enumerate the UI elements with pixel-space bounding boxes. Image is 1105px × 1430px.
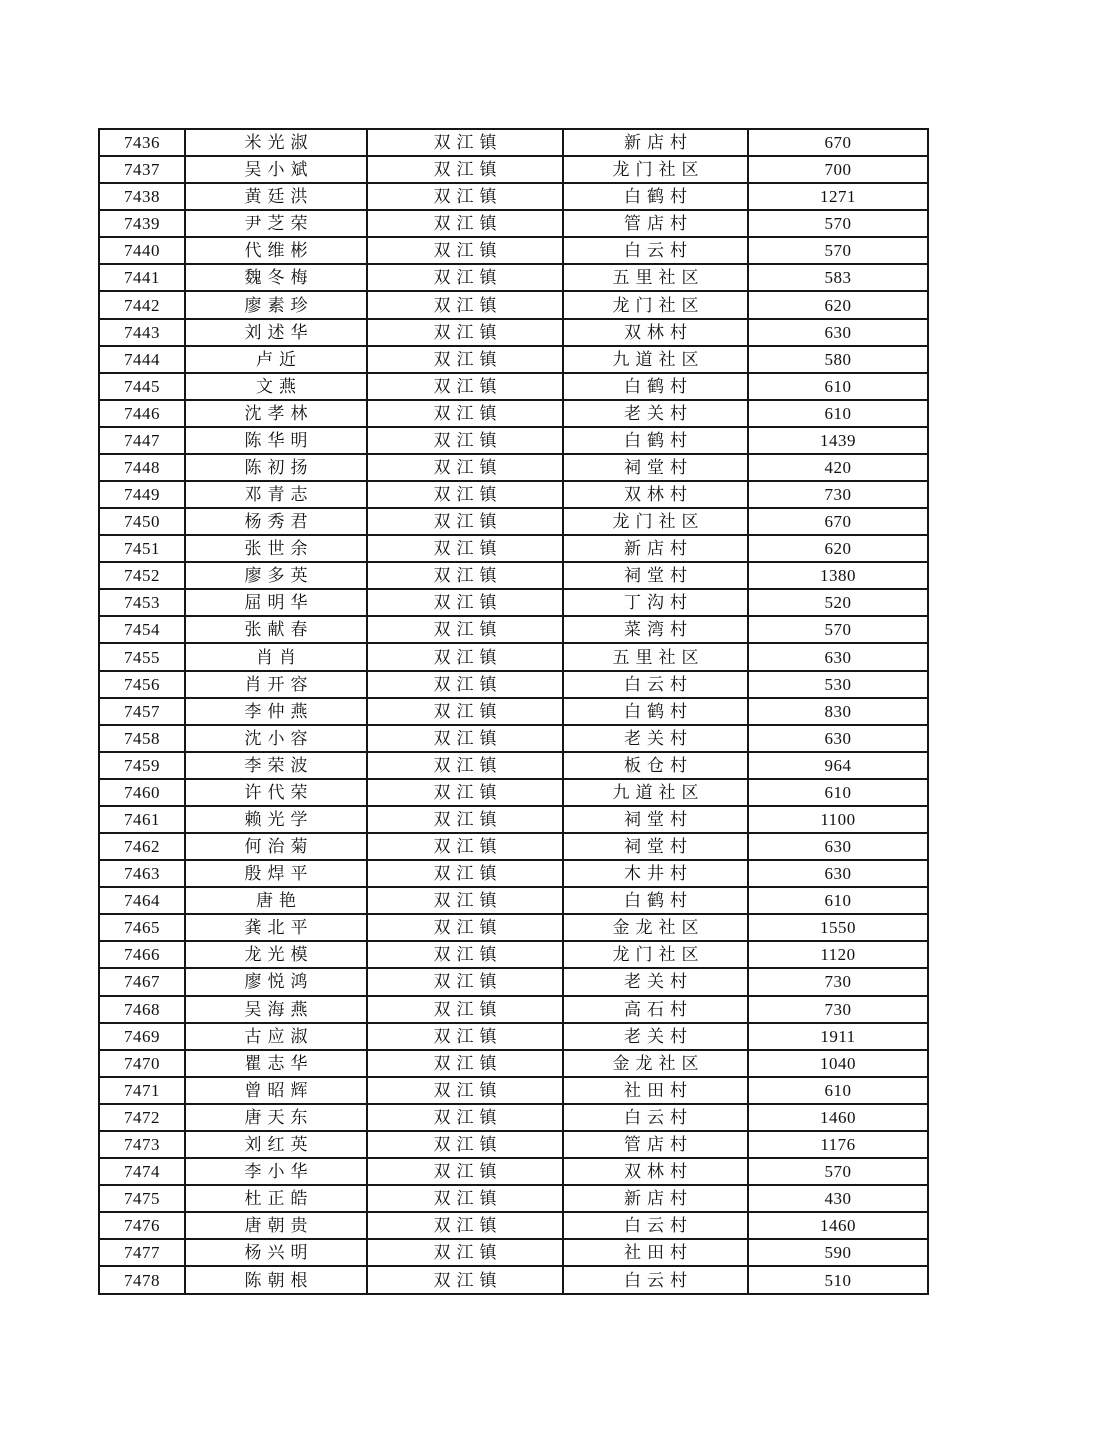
cell-village: 社田村 xyxy=(563,1239,748,1266)
cell-village: 祠堂村 xyxy=(563,454,748,481)
cell-village: 木井村 xyxy=(563,860,748,887)
cell-id: 7445 xyxy=(99,373,185,400)
cell-name: 杜正皓 xyxy=(185,1185,367,1212)
table-row xyxy=(99,400,928,427)
cell-name: 许代荣 xyxy=(185,779,367,806)
cell-town: 双江镇 xyxy=(367,1158,563,1185)
cell-town: 双江镇 xyxy=(367,698,563,725)
cell-town: 双江镇 xyxy=(367,1023,563,1050)
cell-village: 祠堂村 xyxy=(563,833,748,860)
cell-name: 杨兴明 xyxy=(185,1239,367,1266)
cell-amount: 1439 xyxy=(748,427,928,454)
cell-village: 丁沟村 xyxy=(563,589,748,616)
cell-amount: 1040 xyxy=(748,1050,928,1077)
cell-village: 高石村 xyxy=(563,996,748,1023)
cell-town: 双江镇 xyxy=(367,508,563,535)
cell-name: 魏冬梅 xyxy=(185,264,367,291)
cell-village: 白鹤村 xyxy=(563,698,748,725)
cell-id: 7478 xyxy=(99,1266,185,1294)
cell-id: 7451 xyxy=(99,535,185,562)
cell-id: 7462 xyxy=(99,833,185,860)
cell-amount: 700 xyxy=(748,156,928,183)
cell-id: 7461 xyxy=(99,806,185,833)
cell-id: 7441 xyxy=(99,264,185,291)
table-row xyxy=(99,1077,928,1104)
cell-name: 刘红英 xyxy=(185,1131,367,1158)
table-row xyxy=(99,1185,928,1212)
cell-village: 白鹤村 xyxy=(563,427,748,454)
cell-town: 双江镇 xyxy=(367,1239,563,1266)
cell-village: 双林村 xyxy=(563,481,748,508)
cell-amount: 590 xyxy=(748,1239,928,1266)
table-row xyxy=(99,156,928,183)
cell-town: 双江镇 xyxy=(367,562,563,589)
table-row xyxy=(99,129,928,156)
roster-table xyxy=(98,128,929,1295)
cell-name: 李仲燕 xyxy=(185,698,367,725)
table-row xyxy=(99,264,928,291)
cell-amount: 1911 xyxy=(748,1023,928,1050)
cell-town: 双江镇 xyxy=(367,671,563,698)
cell-name: 刘述华 xyxy=(185,319,367,346)
cell-town: 双江镇 xyxy=(367,725,563,752)
cell-town: 双江镇 xyxy=(367,319,563,346)
table-row xyxy=(99,941,928,968)
cell-id: 7471 xyxy=(99,1077,185,1104)
cell-town: 双江镇 xyxy=(367,1131,563,1158)
cell-name: 尹芝荣 xyxy=(185,210,367,237)
cell-amount: 1460 xyxy=(748,1212,928,1239)
table-row xyxy=(99,671,928,698)
cell-village: 金龙社区 xyxy=(563,914,748,941)
table-row xyxy=(99,698,928,725)
table-row xyxy=(99,589,928,616)
cell-village: 新店村 xyxy=(563,535,748,562)
cell-town: 双江镇 xyxy=(367,887,563,914)
table-row xyxy=(99,319,928,346)
cell-amount: 620 xyxy=(748,535,928,562)
cell-id: 7469 xyxy=(99,1023,185,1050)
cell-name: 邓青志 xyxy=(185,481,367,508)
cell-id: 7470 xyxy=(99,1050,185,1077)
cell-amount: 610 xyxy=(748,400,928,427)
cell-town: 双江镇 xyxy=(367,210,563,237)
cell-name: 吴小斌 xyxy=(185,156,367,183)
cell-village: 新店村 xyxy=(563,1185,748,1212)
cell-amount: 964 xyxy=(748,752,928,779)
cell-id: 7454 xyxy=(99,616,185,643)
table-row xyxy=(99,779,928,806)
cell-id: 7436 xyxy=(99,129,185,156)
cell-name: 代维彬 xyxy=(185,237,367,264)
cell-village: 菜湾村 xyxy=(563,616,748,643)
cell-town: 双江镇 xyxy=(367,427,563,454)
cell-id: 7448 xyxy=(99,454,185,481)
cell-village: 白云村 xyxy=(563,1212,748,1239)
cell-name: 黄廷洪 xyxy=(185,183,367,210)
cell-town: 双江镇 xyxy=(367,1266,563,1294)
cell-town: 双江镇 xyxy=(367,481,563,508)
cell-id: 7437 xyxy=(99,156,185,183)
cell-village: 金龙社区 xyxy=(563,1050,748,1077)
cell-town: 双江镇 xyxy=(367,1104,563,1131)
cell-village: 老关村 xyxy=(563,400,748,427)
cell-id: 7457 xyxy=(99,698,185,725)
table-row xyxy=(99,1158,928,1185)
cell-id: 7465 xyxy=(99,914,185,941)
table-row xyxy=(99,643,928,670)
cell-amount: 730 xyxy=(748,481,928,508)
cell-amount: 630 xyxy=(748,643,928,670)
cell-id: 7442 xyxy=(99,291,185,318)
cell-village: 新店村 xyxy=(563,129,748,156)
cell-town: 双江镇 xyxy=(367,237,563,264)
cell-id: 7477 xyxy=(99,1239,185,1266)
cell-name: 李小华 xyxy=(185,1158,367,1185)
table-row xyxy=(99,427,928,454)
cell-id: 7474 xyxy=(99,1158,185,1185)
cell-town: 双江镇 xyxy=(367,373,563,400)
cell-town: 双江镇 xyxy=(367,156,563,183)
cell-town: 双江镇 xyxy=(367,941,563,968)
cell-id: 7439 xyxy=(99,210,185,237)
cell-town: 双江镇 xyxy=(367,1185,563,1212)
cell-village: 白云村 xyxy=(563,671,748,698)
cell-name: 文燕 xyxy=(185,373,367,400)
table-row xyxy=(99,346,928,373)
cell-id: 7467 xyxy=(99,968,185,995)
table-row xyxy=(99,183,928,210)
cell-name: 曾昭辉 xyxy=(185,1077,367,1104)
cell-amount: 610 xyxy=(748,373,928,400)
cell-amount: 1460 xyxy=(748,1104,928,1131)
cell-amount: 610 xyxy=(748,1077,928,1104)
cell-name: 赖光学 xyxy=(185,806,367,833)
cell-id: 7453 xyxy=(99,589,185,616)
table-row xyxy=(99,1239,928,1266)
cell-name: 张世余 xyxy=(185,535,367,562)
cell-village: 白鹤村 xyxy=(563,373,748,400)
cell-amount: 430 xyxy=(748,1185,928,1212)
cell-amount: 620 xyxy=(748,291,928,318)
table-row xyxy=(99,833,928,860)
cell-amount: 610 xyxy=(748,779,928,806)
cell-name: 廖素珍 xyxy=(185,291,367,318)
cell-village: 白云村 xyxy=(563,1104,748,1131)
table-row xyxy=(99,210,928,237)
cell-id: 7476 xyxy=(99,1212,185,1239)
cell-town: 双江镇 xyxy=(367,183,563,210)
cell-id: 7450 xyxy=(99,508,185,535)
cell-name: 陈朝根 xyxy=(185,1266,367,1294)
cell-amount: 420 xyxy=(748,454,928,481)
cell-village: 五里社区 xyxy=(563,643,748,670)
table-row xyxy=(99,914,928,941)
cell-village: 祠堂村 xyxy=(563,806,748,833)
cell-name: 何治菊 xyxy=(185,833,367,860)
cell-village: 管店村 xyxy=(563,1131,748,1158)
cell-id: 7440 xyxy=(99,237,185,264)
cell-amount: 730 xyxy=(748,968,928,995)
cell-name: 廖多英 xyxy=(185,562,367,589)
table-row xyxy=(99,291,928,318)
cell-village: 白云村 xyxy=(563,237,748,264)
table-row xyxy=(99,1023,928,1050)
cell-village: 白鹤村 xyxy=(563,183,748,210)
table-row xyxy=(99,535,928,562)
cell-village: 老关村 xyxy=(563,968,748,995)
cell-village: 社田村 xyxy=(563,1077,748,1104)
cell-town: 双江镇 xyxy=(367,833,563,860)
cell-town: 双江镇 xyxy=(367,1212,563,1239)
cell-id: 7475 xyxy=(99,1185,185,1212)
table-row xyxy=(99,373,928,400)
cell-amount: 1550 xyxy=(748,914,928,941)
cell-village: 白鹤村 xyxy=(563,887,748,914)
table-row xyxy=(99,508,928,535)
table-row xyxy=(99,1104,928,1131)
cell-town: 双江镇 xyxy=(367,779,563,806)
cell-name: 沈孝林 xyxy=(185,400,367,427)
table-row xyxy=(99,616,928,643)
table-row xyxy=(99,237,928,264)
cell-name: 米光淑 xyxy=(185,129,367,156)
table-row xyxy=(99,562,928,589)
table-row xyxy=(99,860,928,887)
cell-id: 7452 xyxy=(99,562,185,589)
cell-name: 唐艳 xyxy=(185,887,367,914)
table-row xyxy=(99,1266,928,1294)
cell-amount: 630 xyxy=(748,319,928,346)
cell-village: 九道社区 xyxy=(563,779,748,806)
cell-name: 卢近 xyxy=(185,346,367,373)
cell-id: 7438 xyxy=(99,183,185,210)
table-row xyxy=(99,968,928,995)
cell-name: 张献春 xyxy=(185,616,367,643)
cell-amount: 580 xyxy=(748,346,928,373)
table-row xyxy=(99,454,928,481)
cell-id: 7472 xyxy=(99,1104,185,1131)
table-row xyxy=(99,1212,928,1239)
cell-name: 杨秀君 xyxy=(185,508,367,535)
cell-village: 龙门社区 xyxy=(563,508,748,535)
cell-town: 双江镇 xyxy=(367,914,563,941)
table-row xyxy=(99,806,928,833)
cell-amount: 830 xyxy=(748,698,928,725)
cell-village: 龙门社区 xyxy=(563,941,748,968)
cell-town: 双江镇 xyxy=(367,264,563,291)
cell-name: 肖开容 xyxy=(185,671,367,698)
cell-town: 双江镇 xyxy=(367,1050,563,1077)
cell-amount: 570 xyxy=(748,616,928,643)
cell-name: 瞿志华 xyxy=(185,1050,367,1077)
cell-amount: 1176 xyxy=(748,1131,928,1158)
cell-town: 双江镇 xyxy=(367,589,563,616)
cell-village: 老关村 xyxy=(563,725,748,752)
cell-village: 龙门社区 xyxy=(563,291,748,318)
cell-amount: 570 xyxy=(748,1158,928,1185)
cell-amount: 1271 xyxy=(748,183,928,210)
cell-id: 7464 xyxy=(99,887,185,914)
cell-id: 7455 xyxy=(99,643,185,670)
cell-id: 7473 xyxy=(99,1131,185,1158)
cell-amount: 630 xyxy=(748,860,928,887)
table-row xyxy=(99,887,928,914)
cell-village: 双林村 xyxy=(563,319,748,346)
cell-village: 祠堂村 xyxy=(563,562,748,589)
cell-town: 双江镇 xyxy=(367,291,563,318)
cell-town: 双江镇 xyxy=(367,752,563,779)
table-row xyxy=(99,725,928,752)
cell-town: 双江镇 xyxy=(367,860,563,887)
cell-amount: 570 xyxy=(748,210,928,237)
cell-town: 双江镇 xyxy=(367,996,563,1023)
cell-name: 龚北平 xyxy=(185,914,367,941)
cell-name: 殷焊平 xyxy=(185,860,367,887)
cell-amount: 530 xyxy=(748,671,928,698)
cell-town: 双江镇 xyxy=(367,806,563,833)
cell-town: 双江镇 xyxy=(367,1077,563,1104)
cell-village: 双林村 xyxy=(563,1158,748,1185)
cell-name: 沈小容 xyxy=(185,725,367,752)
table-row xyxy=(99,481,928,508)
cell-name: 肖肖 xyxy=(185,643,367,670)
cell-id: 7447 xyxy=(99,427,185,454)
cell-amount: 730 xyxy=(748,996,928,1023)
cell-village: 板仓村 xyxy=(563,752,748,779)
cell-amount: 630 xyxy=(748,725,928,752)
cell-id: 7460 xyxy=(99,779,185,806)
cell-town: 双江镇 xyxy=(367,346,563,373)
cell-name: 陈初扬 xyxy=(185,454,367,481)
cell-id: 7444 xyxy=(99,346,185,373)
table-row xyxy=(99,1050,928,1077)
cell-amount: 583 xyxy=(748,264,928,291)
cell-amount: 1380 xyxy=(748,562,928,589)
table-row xyxy=(99,752,928,779)
cell-town: 双江镇 xyxy=(367,535,563,562)
cell-name: 李荣波 xyxy=(185,752,367,779)
cell-name: 唐朝贵 xyxy=(185,1212,367,1239)
cell-town: 双江镇 xyxy=(367,454,563,481)
cell-name: 龙光模 xyxy=(185,941,367,968)
cell-id: 7456 xyxy=(99,671,185,698)
cell-village: 九道社区 xyxy=(563,346,748,373)
cell-village: 老关村 xyxy=(563,1023,748,1050)
cell-id: 7463 xyxy=(99,860,185,887)
cell-id: 7468 xyxy=(99,996,185,1023)
cell-amount: 570 xyxy=(748,237,928,264)
cell-amount: 1120 xyxy=(748,941,928,968)
cell-village: 管店村 xyxy=(563,210,748,237)
cell-name: 陈华明 xyxy=(185,427,367,454)
cell-amount: 520 xyxy=(748,589,928,616)
cell-id: 7466 xyxy=(99,941,185,968)
cell-id: 7446 xyxy=(99,400,185,427)
cell-name: 屈明华 xyxy=(185,589,367,616)
cell-name: 吴海燕 xyxy=(185,996,367,1023)
cell-amount: 510 xyxy=(748,1266,928,1294)
cell-town: 双江镇 xyxy=(367,643,563,670)
cell-amount: 630 xyxy=(748,833,928,860)
cell-name: 廖悦鸿 xyxy=(185,968,367,995)
cell-village: 五里社区 xyxy=(563,264,748,291)
cell-id: 7459 xyxy=(99,752,185,779)
cell-town: 双江镇 xyxy=(367,400,563,427)
cell-town: 双江镇 xyxy=(367,129,563,156)
cell-name: 唐天东 xyxy=(185,1104,367,1131)
cell-amount: 1100 xyxy=(748,806,928,833)
table-row xyxy=(99,996,928,1023)
cell-amount: 670 xyxy=(748,508,928,535)
cell-village: 龙门社区 xyxy=(563,156,748,183)
cell-amount: 670 xyxy=(748,129,928,156)
table-row xyxy=(99,1131,928,1158)
cell-town: 双江镇 xyxy=(367,616,563,643)
cell-id: 7449 xyxy=(99,481,185,508)
cell-id: 7458 xyxy=(99,725,185,752)
cell-village: 白云村 xyxy=(563,1266,748,1294)
cell-id: 7443 xyxy=(99,319,185,346)
cell-amount: 610 xyxy=(748,887,928,914)
cell-name: 古应淑 xyxy=(185,1023,367,1050)
cell-town: 双江镇 xyxy=(367,968,563,995)
